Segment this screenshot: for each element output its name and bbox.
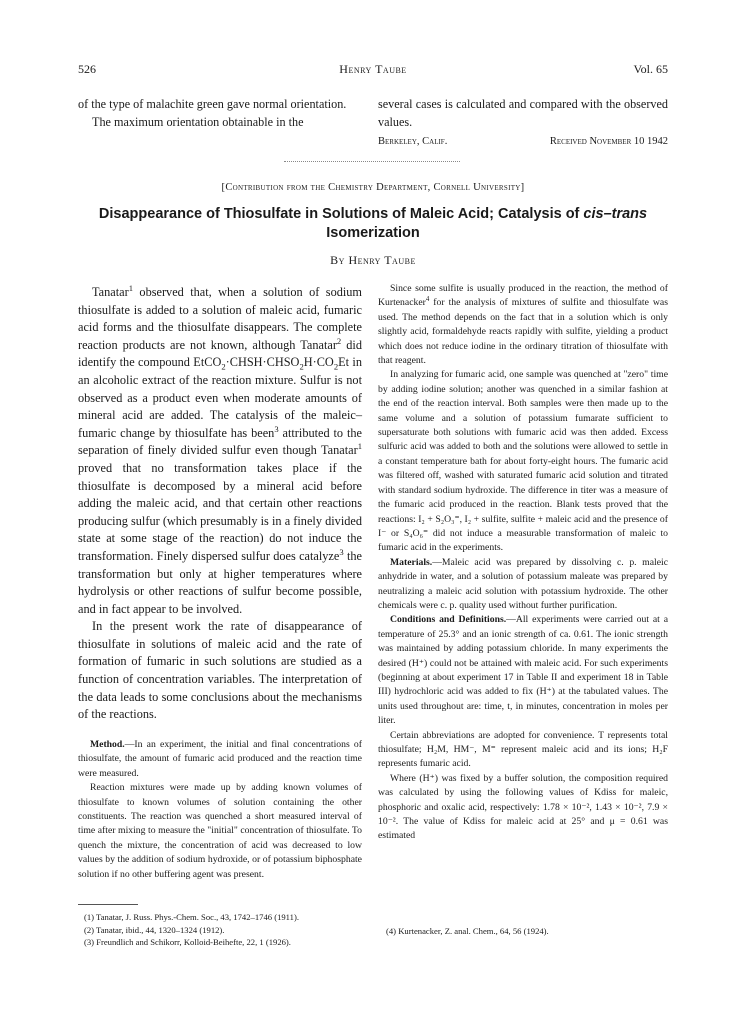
paragraph: Reaction mixtures were made up by adding known volumes of thiosulfate to known volumes of solution containing the other constituents. The reaction was quenched a short measured interval of time after mixing to measure the "initial" concentration of thiosulfate. To quench the mixture, the concentration of acid was decreased to low values by the addition of sodium hydroxide, or of potassium biphosphate solution if no other buffering agent was present. bbox=[78, 782, 362, 880]
text-run: observed that, when a solution of sodium thiosulfate is added to a solution of maleic acid, fumaric acid forms and the thiosulfate disappears. The complete reaction products are not known, although Tanatar bbox=[78, 285, 362, 352]
paragraph: Where (H⁺) was fixed by a buffer solution, the composition required was calculated by using the following values of Kdiss for maleic, phosphoric and oxalic acid, respectively: 1.78 × 10⁻², 1.43 × 10⁻², 7.9 × 10⁻². The value of Kdiss for maleic acid at 25° and μ = 0.61 was estimated bbox=[378, 772, 668, 842]
previous-article-right-column bbox=[378, 96, 668, 151]
subscript: 2 bbox=[333, 361, 339, 372]
signature-line bbox=[378, 133, 668, 151]
footnote-ref: 3 bbox=[274, 423, 279, 434]
footnote-rule bbox=[78, 904, 138, 905]
paragraph: Certain abbreviations are adopted for convenience. T represents total thiosulfate; H₂M, HM⁻, M⁼ represent maleic acid and its ions; H₂F represents fumaric acid. bbox=[378, 729, 668, 770]
subscript: 2 bbox=[221, 361, 226, 372]
text-run: ·CHSH·CHSO bbox=[225, 355, 300, 370]
text-run: did identify the compound EtCO bbox=[78, 337, 362, 370]
paragraph: In the present work the rate of disappearance of thiosulfate in solutions of maleic acid and the rate of formation of fumaric in such solutions are studied as a function of concentration variables. The interpretation of the data leads to some conclusions about the mechanisms of the reactions. bbox=[78, 619, 362, 722]
right-column-body bbox=[378, 282, 668, 844]
text-run: Tanatar bbox=[92, 285, 129, 299]
footnote-ref: 2 bbox=[336, 335, 342, 346]
method-paragraph bbox=[78, 738, 362, 781]
section-heading: Method. bbox=[90, 739, 125, 750]
footnote-ref: 1 bbox=[357, 441, 362, 452]
title-end: Isomerization bbox=[326, 225, 420, 241]
conditions-paragraph bbox=[378, 613, 668, 728]
text-run: proved that no transformation takes place if the thiosulfate is decomposed by a mineral acid before adding the maleic acid, and that certain other reactions producing sulfur (which presumably is in a finely divided state at some stage of the reaction) do not induce the transformation. Finely dispersed sulfur does catalyze bbox=[78, 460, 362, 563]
footnote: (3) Freundlich and Schikorr, Kolloid-Beihefte, 22, 1 (1926). bbox=[84, 937, 291, 948]
article-title bbox=[78, 205, 668, 243]
materials-paragraph bbox=[378, 556, 668, 614]
text-run: for the analysis of mixtures of sulfite and thiosulfate was used. The method depends on the fact that in a solution which is only slightly acid, formaldehyde reacts rapidly with sulfite, yielding a product which does not reduce iodine in the ordinary titration of thiosulfate with that reagent. bbox=[378, 297, 668, 367]
page-number: 526 bbox=[78, 62, 96, 76]
text-run: the transformation but only at higher temperatures where hydrolysis or other reactions of sulfur become possible, and in fact appear to be involved. bbox=[78, 548, 362, 616]
previous-article-left-column bbox=[78, 96, 362, 131]
section-heading: Conditions and Definitions. bbox=[390, 614, 507, 626]
text-run: H·CO bbox=[303, 355, 334, 370]
text-run: —In an experiment, the initial and final concentrations of thiosulfate, the amount of fumaric acid produced and the reaction time were measured. bbox=[78, 739, 362, 779]
title-main: Disappearance of Thiosulfate in Solutions of Maleic Acid; Catalysis of bbox=[98, 206, 584, 222]
paragraph: of the type of malachite green gave normal orientation. bbox=[78, 97, 347, 111]
article-divider bbox=[284, 161, 460, 162]
paragraph: The maximum orientation obtainable in the bbox=[92, 114, 304, 129]
footnotes-right bbox=[386, 925, 668, 938]
running-head-author: Henry Taube bbox=[339, 62, 407, 76]
footnote: (4) Kurtenacker, Z. anal. Chem., 64, 56 (1924). bbox=[386, 926, 549, 936]
text-run: —All experiments were carried out at a temperature of 25.3° and an ionic strength of ca. 0.61. The ionic strength was maintained by adding potassium chloride. In many experiments the desired (H⁺) could not be attained with maleic acid. For such experiments (beginning at about experiment 17 in Table II and experiment 18 in Table III) hydrochloric acid was added to fix (H⁺) at the tabulated values. The units used throughout are: time, t, in minutes, concentration in moles per liter. bbox=[378, 614, 669, 727]
left-column-body bbox=[78, 284, 362, 724]
footnote: (1) Tanatar, J. Russ. Phys.-Chem. Soc., 43, 1742–1746 (1911). bbox=[84, 912, 299, 922]
paragraph bbox=[378, 282, 668, 368]
text-run: attributed to the separation of finely divided sulfur even though Tanatar bbox=[78, 425, 362, 458]
contribution-line: [Contribution from the Chemistry Department, Cornell University] bbox=[221, 182, 525, 193]
running-head bbox=[78, 62, 668, 78]
volume-number: Vol. 65 bbox=[633, 62, 668, 76]
paragraph: In analyzing for fumaric acid, one sample was quenched at "zero" time by adding iodine solution; another was quenched in a similar fashion at the end of the reaction interval. Both samples were then made up to the same volume and a solution of potassium fumarate sufficient to supersaturate both solutions with fumaric acid was then added. Excess sulfuric acid was added to both and the solutions were allowed to settle in a constant temperature bath for about forty-eight hours. The fumaric acid was filtered off, washed with saturated fumaric acid solution and titrated with standard sodium hydroxide. The difference in titer was a measure of the fumaric acid produced in the reaction. Blank tests proved that the reactions: I₂ + S₂O₃⁼, I₂ + sulfite, sulfite + maleic acid and the presence of I⁻ or S₄O₆⁼ did not induce a measurable transformation of maleic to fumaric acid in the experiments. bbox=[378, 369, 668, 554]
footnote-ref: 4 bbox=[425, 296, 430, 304]
footnotes-left bbox=[84, 911, 362, 949]
place: Berkeley, Calif. bbox=[378, 136, 448, 147]
text-run: Since some sulfite is usually produced in the reaction, the method of Kurtenacker bbox=[378, 283, 668, 309]
subscript: 2 bbox=[299, 361, 304, 372]
byline: By Henry Taube bbox=[330, 253, 416, 267]
left-column-methods bbox=[78, 738, 362, 882]
footnote-ref: 3 bbox=[339, 546, 344, 557]
footnote: (2) Tanatar, ibid., 44, 1320–1324 (1912). bbox=[84, 924, 225, 935]
section-heading: Materials. bbox=[390, 556, 433, 568]
footnote-ref: 1 bbox=[128, 282, 133, 293]
received-date: Received November 10 1942 bbox=[549, 136, 668, 147]
title-italic: cis–trans bbox=[583, 206, 648, 222]
paragraph: several cases is calculated and compared with the observed values. bbox=[378, 97, 668, 129]
intro-paragraph bbox=[78, 284, 362, 618]
text-run: Et in an alcoholic extract of the reaction mixture. Sulfur is not observed as a product even when moderate amounts of mineral acid are added. The catalysis of the maleic–fumaric change by thiosulfate has been bbox=[78, 355, 362, 440]
text-run: —Maleic acid was prepared by dissolving c. p. maleic anhydride in water, and a solution of potassium maleate was prepared by neutralizing a maleic acid solution with potassium hydroxide. The other chemicals were c. p. quality used without further purification. bbox=[378, 556, 668, 611]
